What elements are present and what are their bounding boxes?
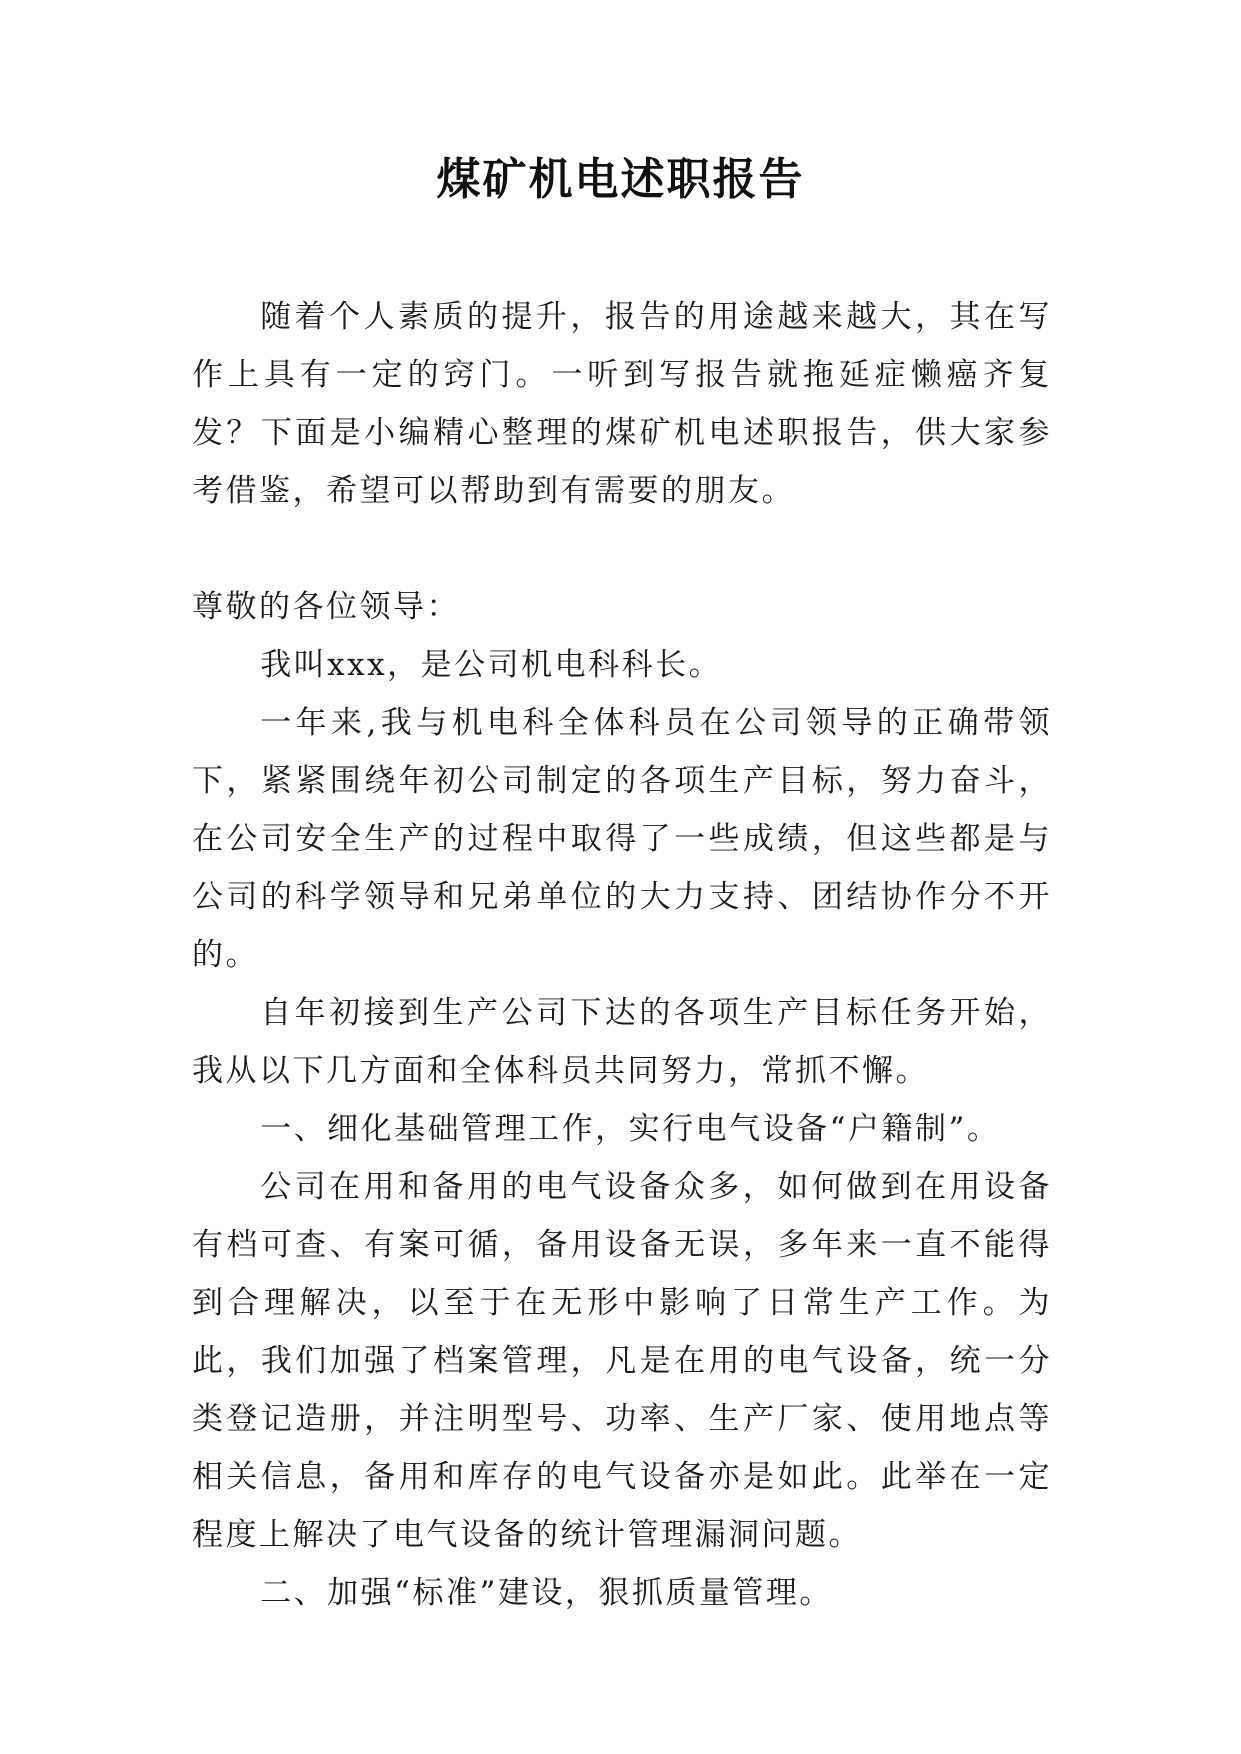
body-paragraph-3: 自年初接到生产公司下达的各项生产目标任务开始，我从以下几方面和全体科员共同努力，常抓不懈。 bbox=[192, 995, 1052, 1089]
document-title: 煤矿机电述职报告 bbox=[436, 154, 805, 205]
salutation: 尊敬的各位领导： bbox=[192, 589, 460, 625]
body-paragraph-2: 一年来,我与机电科全体科员在公司领导的正确带领下，紧紧围绕年初公司制定的各项生产目标，努力奋斗，在公司安全生产的过程中取得了一些成绩，但这些都是与公司的科学领导和兄弟单位的大力支持、团结协作分不开的。 bbox=[192, 705, 1052, 973]
intro-paragraph: 随着个人素质的提升，报告的用途越来越大，其在写作上具有一定的窍门。一听到写报告就拖延症懒癌齐复发？下面是小编精心整理的煤矿机电述职报告，供大家参考借鉴，希望可以帮助到有需要的朋友。 bbox=[192, 299, 1052, 509]
body-paragraph-4: 公司在用和备用的电气设备众多，如何做到在用设备有档可查、有案可循，备用设备无误，多年来一直不能得到合理解决，以至于在无形中影响了日常生产工作。为此，我们加强了档案管理，凡是在用的电气设备，统一分类登记造册，并注明型号、功率、生产厂家、使用地点等相关信息，备用和库存的电气设备亦是如此。此举在一定程度上解决了电气设备的统计管理漏洞问题。 bbox=[192, 1169, 1052, 1553]
section-heading-1: 一、细化基础管理工作，实行电气设备“户籍制”。 bbox=[260, 1111, 1001, 1147]
section-heading-2: 二、加强“标准”建设，狠抓质量管理。 bbox=[260, 1575, 833, 1611]
document-body bbox=[192, 288, 1052, 1622]
body-paragraph-1: 我叫xxx，是公司机电科科长。 bbox=[260, 647, 723, 683]
